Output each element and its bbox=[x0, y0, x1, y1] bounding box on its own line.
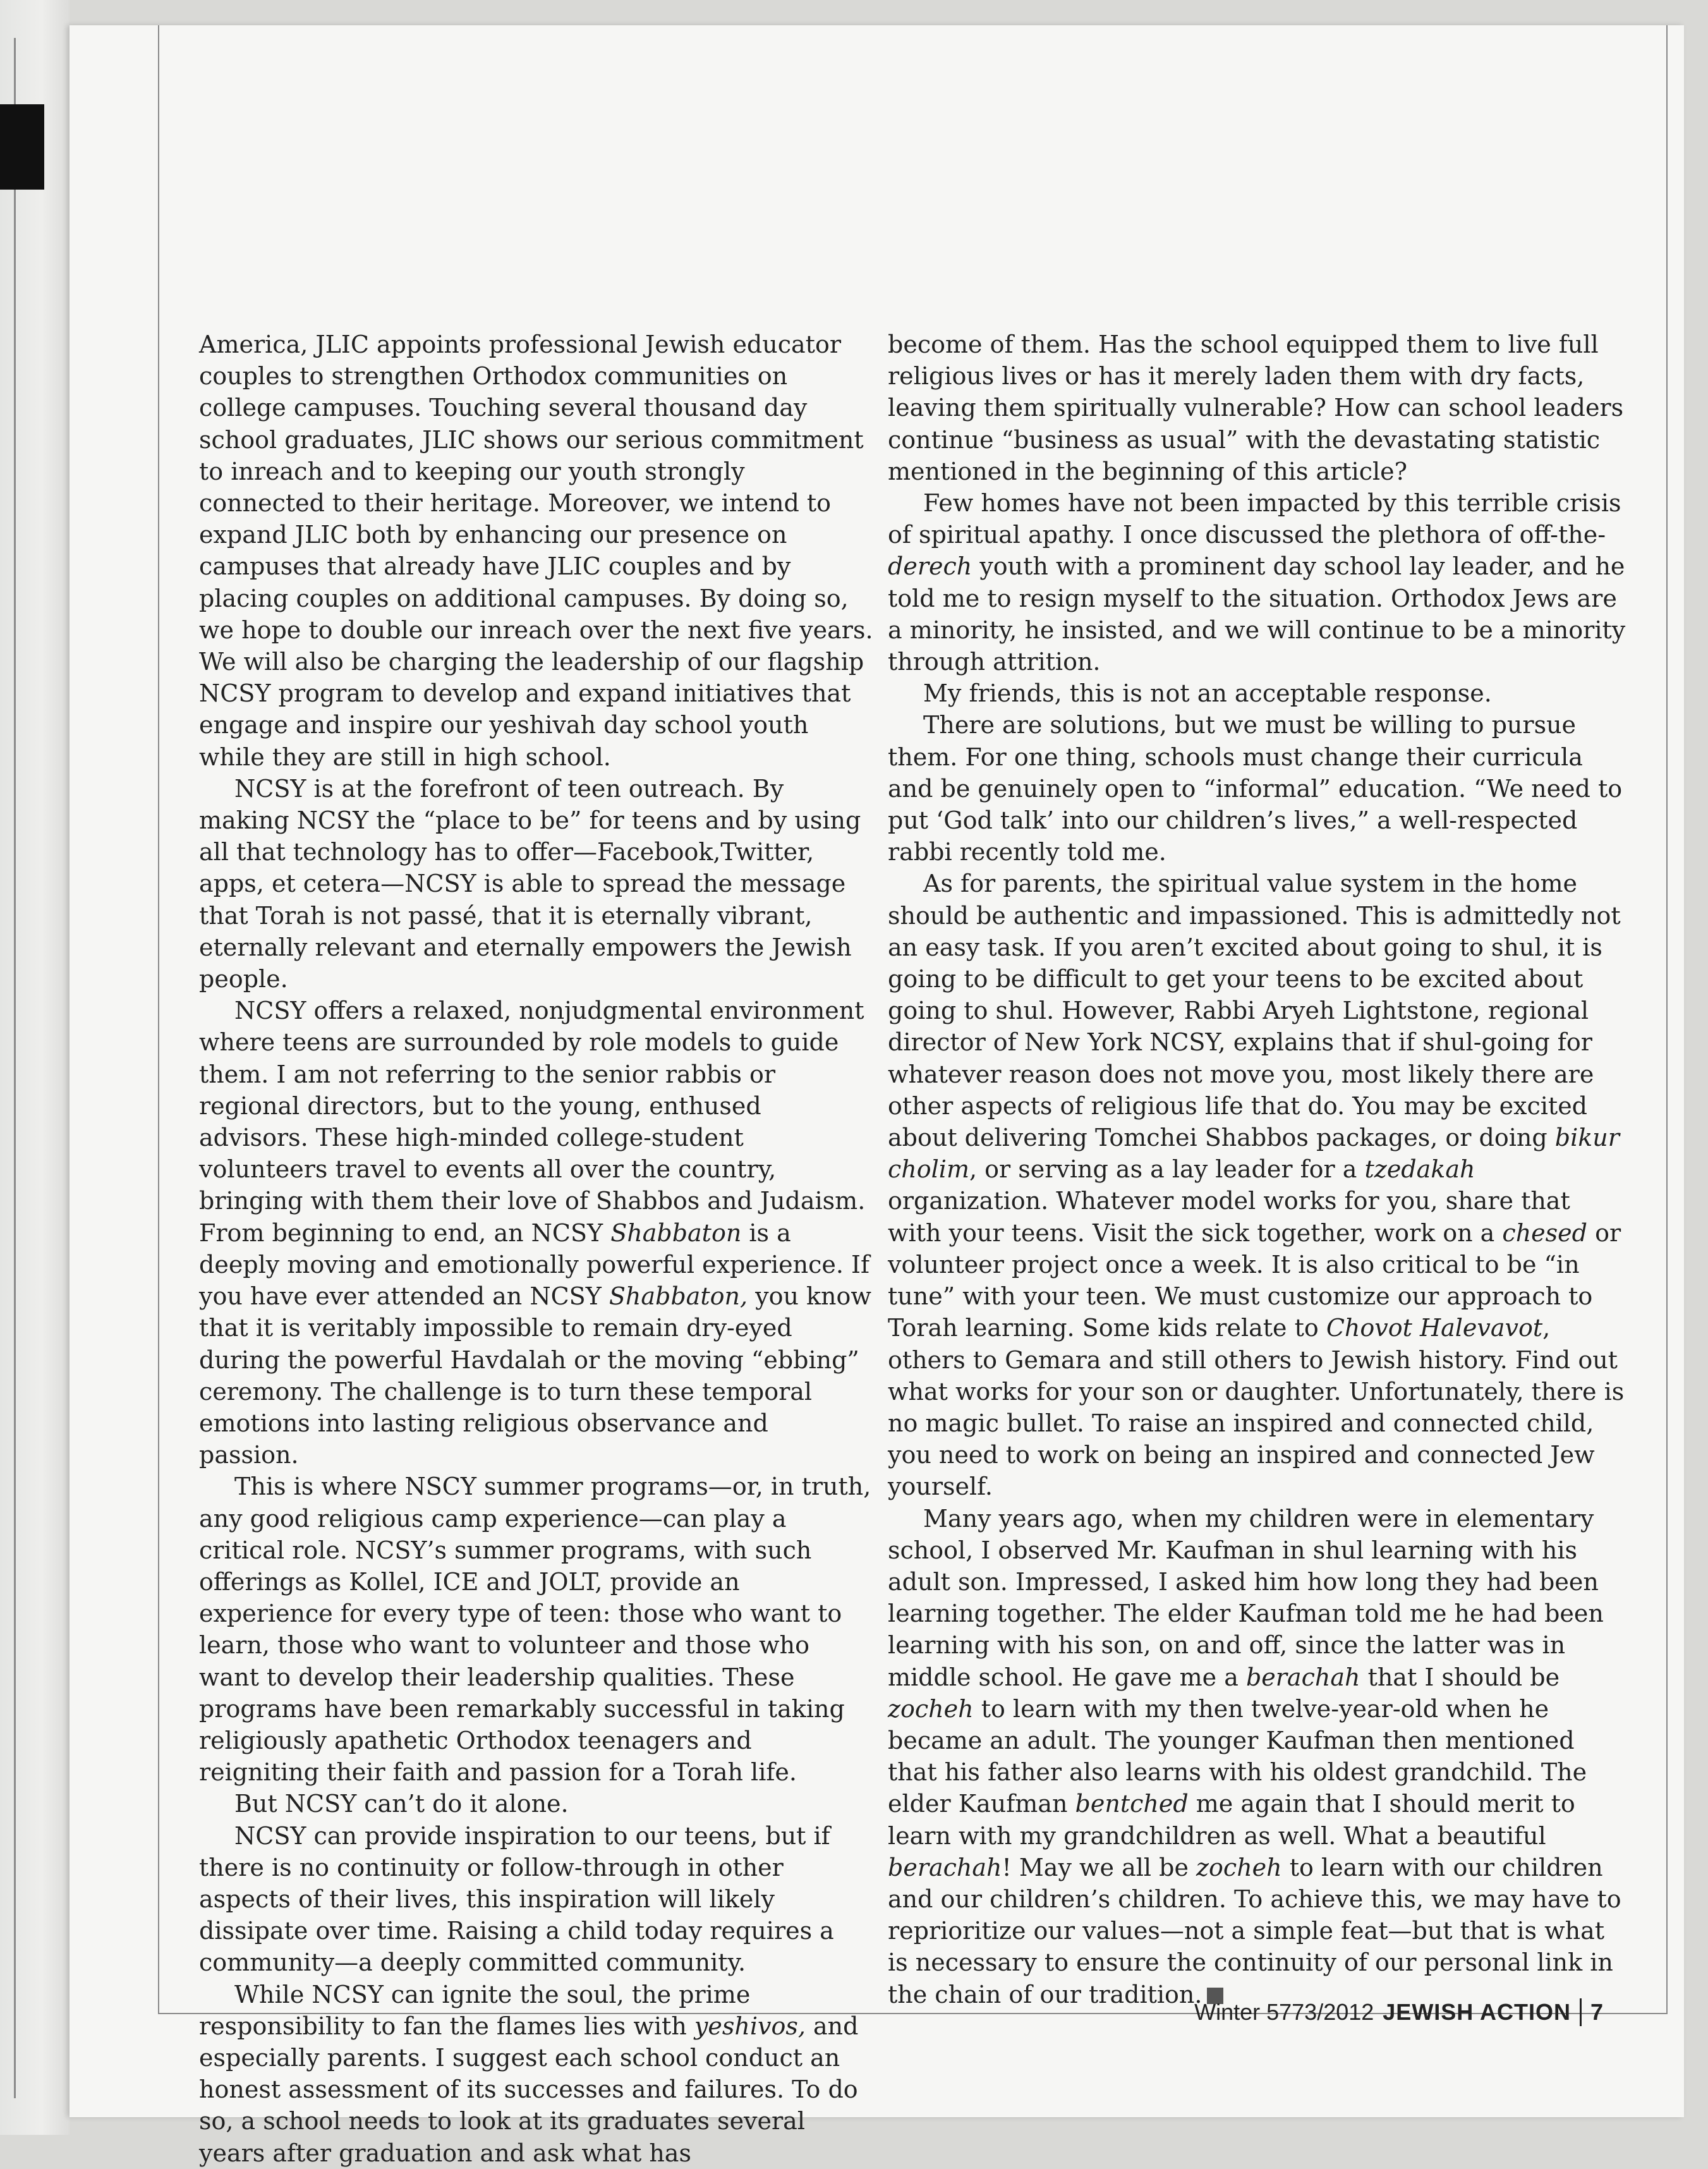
article-paragraph: There are solutions, but we must be willing to pursue them. For one thing, schools must change their curricula and be genuinely open to “informal” education. “We need to put ‘God talk’ into our children’s lives,” a well-respected rabbi recently told me. bbox=[888, 711, 1623, 866]
magazine-page bbox=[70, 25, 1684, 2167]
magazine-name: JEWISH ACTION bbox=[1383, 1999, 1571, 2025]
page-tab-marker bbox=[0, 104, 44, 190]
article-paragraph: NCSY offers a relaxed, nonjudgmental environment where teens are surrounded by role models to guide them. I am not referring to the senior rabbis or regional directors, but to the young, enthused advisors. These high-minded college-student volunteers travel to events all over the country, bringing with them their love of Shabbos and Judaism. From beginning to end, an NCSY Shabbaton is a deeply moving and emotionally powerful experience. If you have ever attended an NCSY Shabbaton, you know that it is veritably impossible to remain dry-eyed during the powerful Havdalah or the moving “ebbing” ceremony. The challenge is to turn these temporal emotions into lasting religious observance and passion. bbox=[199, 997, 871, 1469]
article-column-right bbox=[888, 329, 1627, 2010]
page-number: 7 bbox=[1590, 1999, 1603, 2025]
footer-divider bbox=[1580, 1998, 1582, 2026]
article-paragraph: NCSY is at the forefront of teen outreach. By making NCSY the “place to be” for teens and by using all that technology has to offer—Facebook,Twitter, apps, et cetera—NCSY is able to spread the message that Torah is not passé, that it is eternally vibrant, eternally relevant and eternally empowers the Jewish people. bbox=[199, 774, 861, 993]
page-gutter-line bbox=[0, 38, 16, 2098]
article-paragraph: My friends, this is not an acceptable response. bbox=[923, 679, 1492, 708]
article-paragraph: While NCSY can ignite the soul, the prime responsibility to fan the flames lies with yeshivos, and especially parents. I suggest each school conduct an honest assessment of its successes and failures. To do so, a school needs to look at its graduates several years after graduation and ask what has bbox=[199, 1980, 859, 2167]
article-paragraph: But NCSY can’t do it alone. bbox=[234, 1790, 569, 1818]
article-paragraph: America, JLIC appoints professional Jewish educator couples to strengthen Orthodox communities on college campuses. Touching several thousand day school graduates, JLIC shows our serious commitment to inreach and to keeping our youth strongly connected to their heritage. Moreover, we intend to expand JLIC both by enhancing our presence on campuses that already have JLIC couples and by placing couples on additional campuses. By doing so, we hope to double our inreach over the next five years. We will also be charging the leadership of our flagship NCSY program to develop and expand initiatives that engage and inspire our yeshivah day school youth while they are still in high school. bbox=[199, 331, 873, 771]
article-paragraph: As for parents, the spiritual value system in the home should be authentic and impassioned. This is admittedly not an easy task. If you aren’t excited about going to shul, it is going to be difficult to get your teens to be excited about going to shul. However, Rabbi Aryeh Lightstone, regional director of New York NCSY, explains that if shul-going for whatever reason does not move you, most likely there are other aspects of religious life that do. You may be excited about delivering Tomchei Shabbos packages, or doing bikur cholim, or serving as a lay leader for a tzedakah organization. Whatever model works for you, share that with your teens. Visit the sick together, work on a chesed or volunteer project once a week. It is also critical to be “in tune” with your teen. We must customize our approach to Torah learning. Some kids relate to Chovot Halevavot, others to Gemara and still others to Jewish history. Find out what works for your son or daughter. Unfortunately, there is no magic bullet. To raise an inspired and connected child, you need to work on being an inspired and connected Jew yourself. bbox=[888, 870, 1625, 1501]
article-paragraph: This is where NSCY summer programs—or, in truth, any good religious camp experience—can play a critical role. NCSY’s summer programs, with such offerings as Kollel, ICE and JOLT, provide an experience for every type of teen: those who want to learn, those who want to volunteer and those who want to develop their leadership qualities. These programs have been remarkably successful in taking religiously apathetic Orthodox teenagers and reigniting their faith and passion for a Torah life. bbox=[199, 1473, 871, 1787]
article-paragraph: NCSY can provide inspiration to our teens, but if there is no continuity or follow-through in other aspects of their lives, this inspiration will likely dissipate over time. Raising a child today requires a community—a deeply committed community. bbox=[199, 1821, 834, 1977]
page-footer bbox=[1194, 1998, 1603, 2026]
article-paragraph: become of them. Has the school equipped them to live full religious lives or has it merely laden them with dry facts, leaving them spiritually vulnerable? How can school leaders continue “business as usual” with the devastating statistic mentioned in the beginning of this article? bbox=[888, 331, 1624, 485]
article-paragraph: Many years ago, when my children were in elementary school, I observed Mr. Kaufman in shul learning with his adult son. Impressed, I asked him how long they had been learning together. The elder Kaufman told me he had been learning with his son, on and off, since the latter was in middle school. He gave me a berachah that I should be zocheh to learn with my then twelve-year-old when he became an adult. The younger Kaufman then mentioned that his father also learns with his oldest grandchild. The elder Kaufman bentched me again that I should merit to learn with my grandchildren as well. What a beautiful berachah! May we all be zocheh to learn with our children and our children’s children. To achieve this, we may have to reprioritize our values—not a simple feat—but that is what is necessary to ensure the continuity of our personal link in the chain of our tradition. bbox=[888, 1504, 1621, 2008]
facing-page-edge bbox=[0, 0, 70, 2135]
issue-date: Winter 5773/2012 bbox=[1194, 1999, 1374, 2025]
article-paragraph: Few homes have not been impacted by this terrible crisis of spiritual apathy. I once discussed the plethora of off-the-derech youth with a prominent day school lay leader, and he told me to resign myself to the situation. Orthodox Jews are a minority, he insisted, and we will continue to be a minority through attrition. bbox=[888, 489, 1626, 676]
article-column-left bbox=[199, 329, 874, 2169]
